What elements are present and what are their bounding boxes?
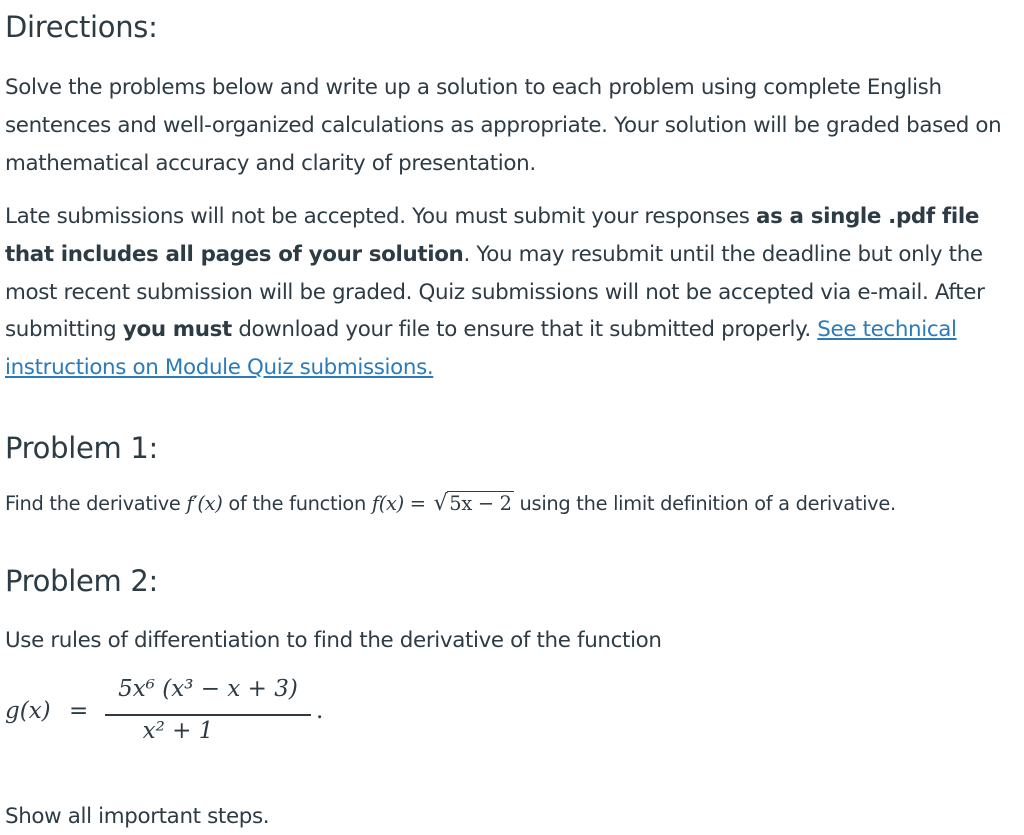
sqrt-expression bbox=[432, 488, 514, 520]
technical-instructions-link[interactable]: See technical instructions on Module Quiz submissions. bbox=[5, 317, 957, 381]
g-function-equation bbox=[5, 676, 405, 756]
para2-bold-must: you must bbox=[122, 317, 232, 343]
para2-text-c: download your file to ensure that it submitted properly. bbox=[231, 317, 818, 343]
directions-paragraph-2 bbox=[5, 198, 1010, 387]
directions-paragraph-1: Solve the problems below and write up a solution to each problem using complete English sentences and well-organized calculations as appropriate. Your solution will be graded based on mathematical accuracy and clarity of presentation. bbox=[5, 75, 1002, 176]
problem2-statement: Use rules of differentiation to find the derivative of the function bbox=[5, 628, 662, 653]
problem1-heading: Problem 1: bbox=[5, 431, 159, 465]
directions-heading: Directions: bbox=[5, 10, 158, 44]
para2-text-b: . You may resubmit until the deadline but only the most recent submission will be graded. Quiz submissions will not be accepted via e-mail. After submitting bbox=[5, 241, 985, 343]
show-steps-text: Show all important steps. bbox=[5, 804, 270, 829]
sqrt-icon: √ bbox=[433, 491, 448, 516]
fraction-bar bbox=[105, 714, 311, 716]
fraction-numerator: 5x⁶ (x³ − x + 3) bbox=[118, 676, 298, 702]
problem2-heading: Problem 2: bbox=[5, 564, 159, 598]
fraction-period: . bbox=[316, 698, 324, 724]
problem1-text-c: using the limit definition of a derivative. bbox=[513, 492, 896, 515]
function-lhs: f(x) = bbox=[371, 492, 432, 515]
para2-bold-pdf: as a single .pdf file that includes all pages of your solution bbox=[5, 204, 980, 267]
g-label: g(x) bbox=[5, 698, 51, 724]
sqrt-body: 5x − 2 bbox=[449, 492, 512, 515]
derivative-notation: f′(x) bbox=[186, 492, 223, 515]
equals-sign: = bbox=[69, 698, 89, 724]
problem1-text-a: Find the derivative bbox=[5, 492, 187, 515]
fraction-denominator: x² + 1 bbox=[142, 718, 214, 744]
problem1-text-b: of the function bbox=[222, 492, 372, 515]
problem1-statement bbox=[5, 488, 896, 520]
para2-text-a: Late submissions will not be accepted. You must submit your responses bbox=[5, 204, 756, 229]
